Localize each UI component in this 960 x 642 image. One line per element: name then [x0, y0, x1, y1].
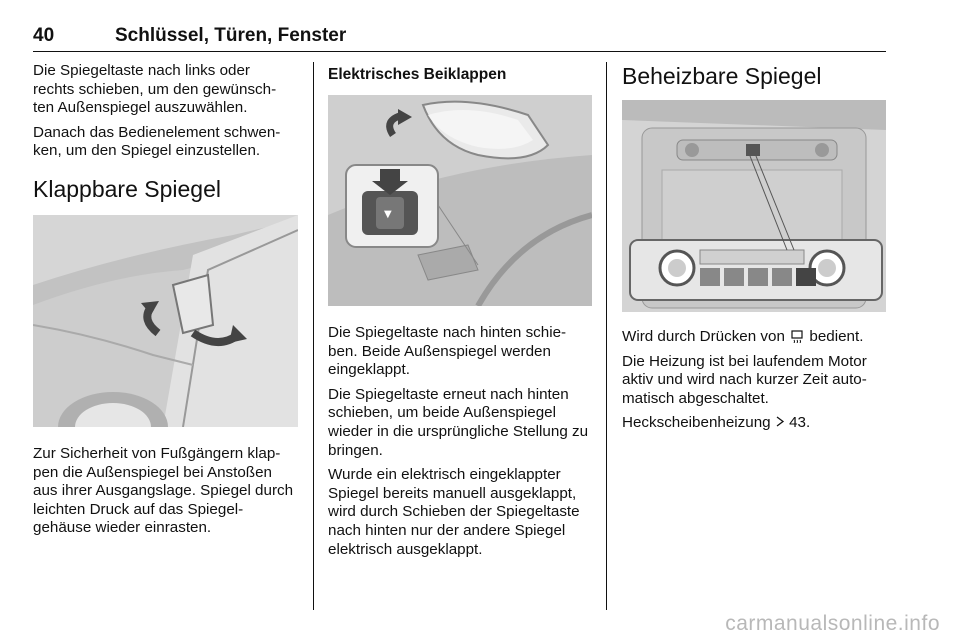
paragraph-text: Heckscheibenheizung: [622, 414, 771, 432]
page-reference-link[interactable]: 43.: [789, 414, 811, 432]
paragraph: Die Spiegeltaste erneut nach hinten schieben, um beide Außenspiegel wieder in die ursprüngliche Stellung zu bringen.: [328, 385, 589, 459]
page-header: [33, 22, 886, 52]
column-left: [33, 62, 298, 544]
column-divider: [606, 62, 607, 610]
paragraph: Wurde ein elektrisch eingeklappter Spiegel bereits manuell ausgeklappt, wird durch Schieben der Spiegeltaste nach hinten nur der andere Spiegel elektrisch ausgeklappt.: [328, 466, 580, 558]
column-divider: [313, 62, 314, 610]
section-heading: Klappbare Spiegel: [33, 175, 221, 202]
paragraph: Die Heizung ist bei laufendem Motor aktiv und wird nach kurzer Zeit auto-matisch abgeschaltet.: [622, 352, 867, 407]
column-right: [622, 62, 886, 439]
page-number: 40: [33, 25, 55, 46]
watermark: carmanualsonline.info: [725, 612, 940, 635]
paragraph: Die Spiegeltaste nach links oder rechts schieben, um den gewünsch-ten Außenspiegel auszuwählen.: [33, 62, 277, 117]
paragraph: Zur Sicherheit von Fußgängern klap-pen die Außenspiegel bei Anstoßen aus ihrer Ausgangslage. Spiegel durch leichten Druck auf das Spiegel-gehäuse wieder einrasten.: [33, 444, 294, 537]
section-heading: Beheizbare Spiegel: [622, 63, 822, 89]
paragraph: [622, 328, 886, 347]
subsection-heading: Elektrisches Beiklappen: [328, 66, 507, 83]
page-reference-icon[interactable]: [775, 414, 785, 433]
page-title: Schlüssel, Türen, Fenster: [115, 25, 347, 46]
paragraph: Danach das Bedienelement schwen-ken, um den Spiegel einzustellen.: [33, 123, 281, 160]
paragraph: [622, 414, 886, 433]
heated-mirror-icon: [791, 330, 803, 343]
paragraph-text: bedient.: [809, 328, 864, 345]
mirror-switch-illustration: [328, 95, 592, 306]
heated-mirror-button-illustration: [622, 100, 886, 312]
svg-text:▼: ▼: [384, 209, 392, 220]
folding-mirror-illustration: [33, 215, 298, 427]
column-middle: [328, 62, 593, 565]
paragraph: Die Spiegeltaste nach hinten schie-ben. Beide Außenspiegel werden eingeklappt.: [328, 324, 567, 379]
paragraph-text: Wird durch Drücken von: [622, 328, 785, 345]
